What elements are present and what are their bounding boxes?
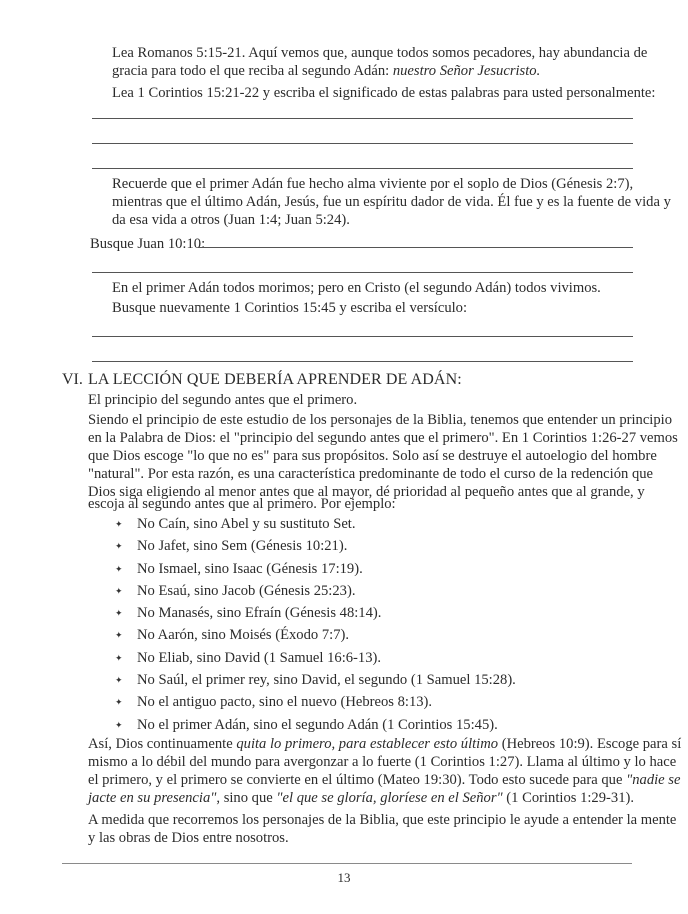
bullet-icon: ✦ <box>115 563 123 574</box>
busque-juan-label: Busque Juan 10:10: <box>90 236 206 252</box>
section-number: VI. <box>62 371 83 388</box>
list-item: ✦ No Eliab, sino David (1 Samuel 16:6-13). <box>115 647 516 669</box>
asi-line-3: el primero, y el primero se convierte en el último (Mateo 19:30). Todo esto sucede para que "nadie se <box>88 772 681 788</box>
answer-line-2[interactable] <box>92 143 633 144</box>
primer-adan-line2: Busque nuevamente 1 Corintios 15:45 y escriba el versículo: <box>112 300 468 316</box>
asi-line-2: mismo a lo débil del mundo para avergonzar a lo fuerte (1 Corintios 1:27). Llama al último y lo hace <box>88 754 677 770</box>
asi-italic-2: "nadie se <box>626 772 681 788</box>
asi-line-4: jacte en su presencia", sino que "el que se gloría, gloríese en el Señor" (1 Corintios 1:29-31). <box>88 790 634 806</box>
footer-divider <box>62 863 632 864</box>
romanos-text-2: gracia para todo el que reciba al segundo Adán: <box>112 63 393 79</box>
asi-italic-3: jacte en su presencia" <box>88 790 217 806</box>
asi-italic-1: quita lo primero, para establecer esto último <box>236 736 499 752</box>
list-item: ✦ No Saúl, el primer rey, sino David, el segundo (1 Samuel 15:28). <box>115 669 516 691</box>
examples-list <box>115 513 516 736</box>
body-line-5: Dios siga eligiendo al menor antes que al mayor, dé prioridad al pequeño antes que al grande, y <box>88 484 645 500</box>
list-item: ✦ No el primer Adán, sino el segundo Adán (1 Corintios 15:45). <box>115 714 516 736</box>
page-number: 13 <box>337 870 351 885</box>
list-item: ✦ No Manasés, sino Efraín (Génesis 48:14). <box>115 602 516 624</box>
answer-line-3[interactable] <box>92 168 633 169</box>
romanos-paragraph-line2 <box>112 62 540 81</box>
bullet-icon: ✦ <box>115 585 123 596</box>
section-subtitle: El principio del segundo antes que el primero. <box>88 392 358 408</box>
bullet-icon: ✦ <box>115 697 123 708</box>
bullet-icon: ✦ <box>115 719 123 730</box>
bullet-icon: ✦ <box>115 652 123 663</box>
list-item: ✦ No Esaú, sino Jacob (Génesis 25:23). <box>115 580 516 602</box>
bullet-icon: ✦ <box>115 675 123 686</box>
body-line-3: que Dios escoge "lo que no es" para sus propósitos. Solo así se destruye el autoelogio del hombre <box>88 448 657 464</box>
busque-juan-answer-line[interactable] <box>198 247 633 248</box>
body-line-4: "natural". Por esta razón, es una característica predominante de todo el curso de la redención que <box>88 466 654 482</box>
list-item: ✦ No el antiguo pacto, sino el nuevo (Hebreos 8:13). <box>115 691 516 713</box>
bullet-icon: ✦ <box>115 608 123 619</box>
body-line-2: en la Palabra de Dios: el "principio del segundo antes que el primero". En 1 Corintios 1:26-27 vemos <box>88 430 678 446</box>
bullet-icon: ✦ <box>115 541 123 552</box>
asi-line-1: Así, Dios continuamente quita lo primero, para establecer esto último (Hebreos 10:9). Escoge para sí <box>88 736 682 752</box>
answer-line-4[interactable] <box>92 272 633 273</box>
recuerde-line3: da esa vida a otros (Juan 1:4; Juan 5:24). <box>112 212 350 228</box>
jesucristo-italic: nuestro Señor Jesucristo. <box>392 63 541 79</box>
recuerde-line2: mientras que el último Adán, Jesús, fue un espíritu dador de vida. Él fue y es la fuente de vida y <box>112 194 671 210</box>
asi-italic-4: "el que se gloría, gloríese en el Señor" <box>276 790 503 806</box>
body-line-6: escoja al segundo antes que al primero. Por ejemplo: <box>88 496 396 512</box>
romanos-text: Lea Romanos 5:15-21. Aquí vemos que, aunque todos somos pecadores, hay abundancia de <box>112 45 648 61</box>
closing-line-1: A medida que recorremos los personajes de la Biblia, que este principio le ayude a entender la mente <box>88 812 677 828</box>
bullet-icon: ✦ <box>115 519 123 529</box>
list-item: ✦ No Ismael, sino Isaac (Génesis 17:19). <box>115 558 516 580</box>
section-title: LA LECCIÓN QUE DEBERÍA APRENDER DE ADÁN: <box>88 371 462 388</box>
closing-line-2: y las obras de Dios entre nosotros. <box>88 830 289 846</box>
list-item: ✦ No Jafet, sino Sem (Génesis 10:21). <box>115 535 516 557</box>
bullet-icon: ✦ <box>115 630 123 641</box>
romanos-paragraph-line1 <box>112 44 647 63</box>
answer-line-1[interactable] <box>92 118 633 119</box>
answer-line-6[interactable] <box>92 361 633 362</box>
answer-line-5[interactable] <box>92 336 633 337</box>
list-item: ✦ No Caín, sino Abel y su sustituto Set. <box>115 513 516 535</box>
body-line-1: Siendo el principio de este estudio de los personajes de la Biblia, tenemos que entender un principio <box>88 412 673 428</box>
corintios-prompt: Lea 1 Corintios 15:21-22 y escriba el significado de estas palabras para usted personalmente: <box>112 85 656 101</box>
primer-adan-line1: En el primer Adán todos morimos; pero en Cristo (el segundo Adán) todos vivimos. <box>112 280 601 296</box>
list-item: ✦ No Aarón, sino Moisés (Éxodo 7:7). <box>115 624 516 646</box>
recuerde-line1: Recuerde que el primer Adán fue hecho alma viviente por el soplo de Dios (Génesis 2:7), <box>112 176 634 192</box>
